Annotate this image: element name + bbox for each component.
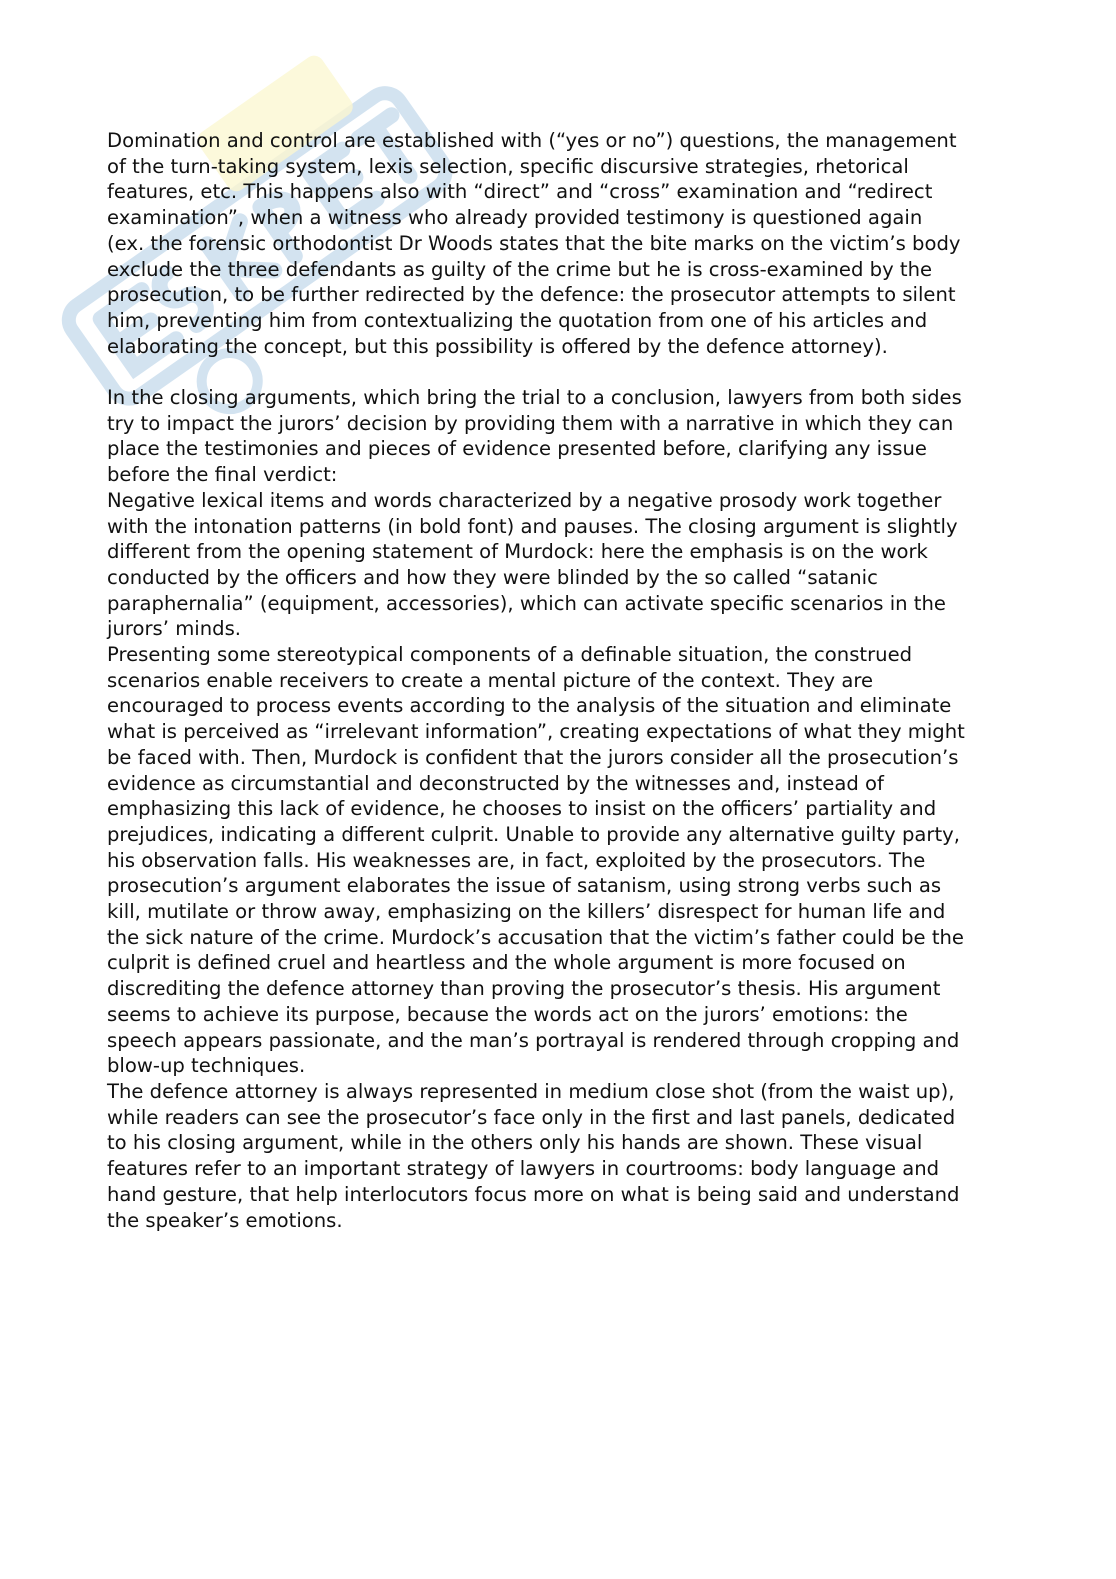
document-body [107,128,1007,1233]
paragraph-domination-control: Domination and control are established with (“yes or no”) questions, the management of the turn-taking system, lexis selection, specific discursive strategies, rhetorical features, etc. This happens also with “direct” and “cross” examination and “redirect examination”, when a witness who already provided testimony is questioned again (ex. the forensic orthodontist Dr Woods states that the bite marks on the victim’s body exclude the three defendants as guilty of the crime but he is cross-examined by the prosecution, to be further redirected by the defence: the prosecutor attempts to silent him, preventing him from contextualizing the quotation from one of his articles and elaborating the concept, but this possibility is offered by the defence attorney). [107,129,961,358]
paragraph-closing-arguments: In the closing arguments, which bring the trial to a conclusion, lawyers from both sides try to impact the jurors’ decision by providing them with a narrative in which they can place the testimonies and pieces of evidence presented before, clarifying any issue before the final verdict: [107,386,962,487]
paragraph-negative-lexical-items: Negative lexical items and words characterized by a negative prosody work together with the intonation patterns (in bold font) and pauses. The closing argument is slightly different from the opening statement of Murdock: here the emphasis is on the work conducted by the officers and how they were blinded by the so called “satanic paraphernalia” (equipment, accessories), which can activate specific scenarios in the jurors’ minds. [107,488,958,641]
paragraph-defence-attorney-shot: The defence attorney is always represented in medium close shot (from the waist up), while readers can see the prosecutor’s face only in the first and last panels, dedicated to his closing argument, while in the others only his hands are shown. These visual features refer to an important strategy of lawyers in courtrooms: body language and hand gesture, that help interlocutors focus more on what is being said and understand the speaker’s emotions. [107,1080,960,1232]
paragraph-stereotypical-components: Presenting some stereotypical components of a definable situation, the construed scenarios enable receivers to create a mental picture of the context. They are encouraged to process events according to the analysis of the situation and eliminate what is perceived as “irrelevant information”, creating expectations of what they might be faced with. Then, Murdock is confident that the jurors consider all the prosecution’s evidence as circumstantial and deconstructed by the witnesses and, instead of emphasizing this lack of evidence, he chooses to insist on the officers’ partiality and prejudices, indicating a different culprit. Unable to provide any alternative guilty party, his observation falls. His weaknesses are, in fact, exploited by the prosecutors. The prosecution’s argument elaborates the issue of satanism, using strong verbs such as kill, mutilate or throw away, emphasizing on the killers’ disrespect for human life and the sick nature of the crime. Murdock’s accusation that the victim’s father could be the culprit is defined cruel and heartless and the whole argument is more focused on discrediting the defence attorney than proving the prosecutor’s thesis. His argument seems to achieve its purpose, because the words act on the jurors’ emotions: the speech appears passionate, and the man’s portrayal is rendered through cropping and blow-up techniques. [107,643,965,1078]
paragraph-spacer [107,359,1007,385]
